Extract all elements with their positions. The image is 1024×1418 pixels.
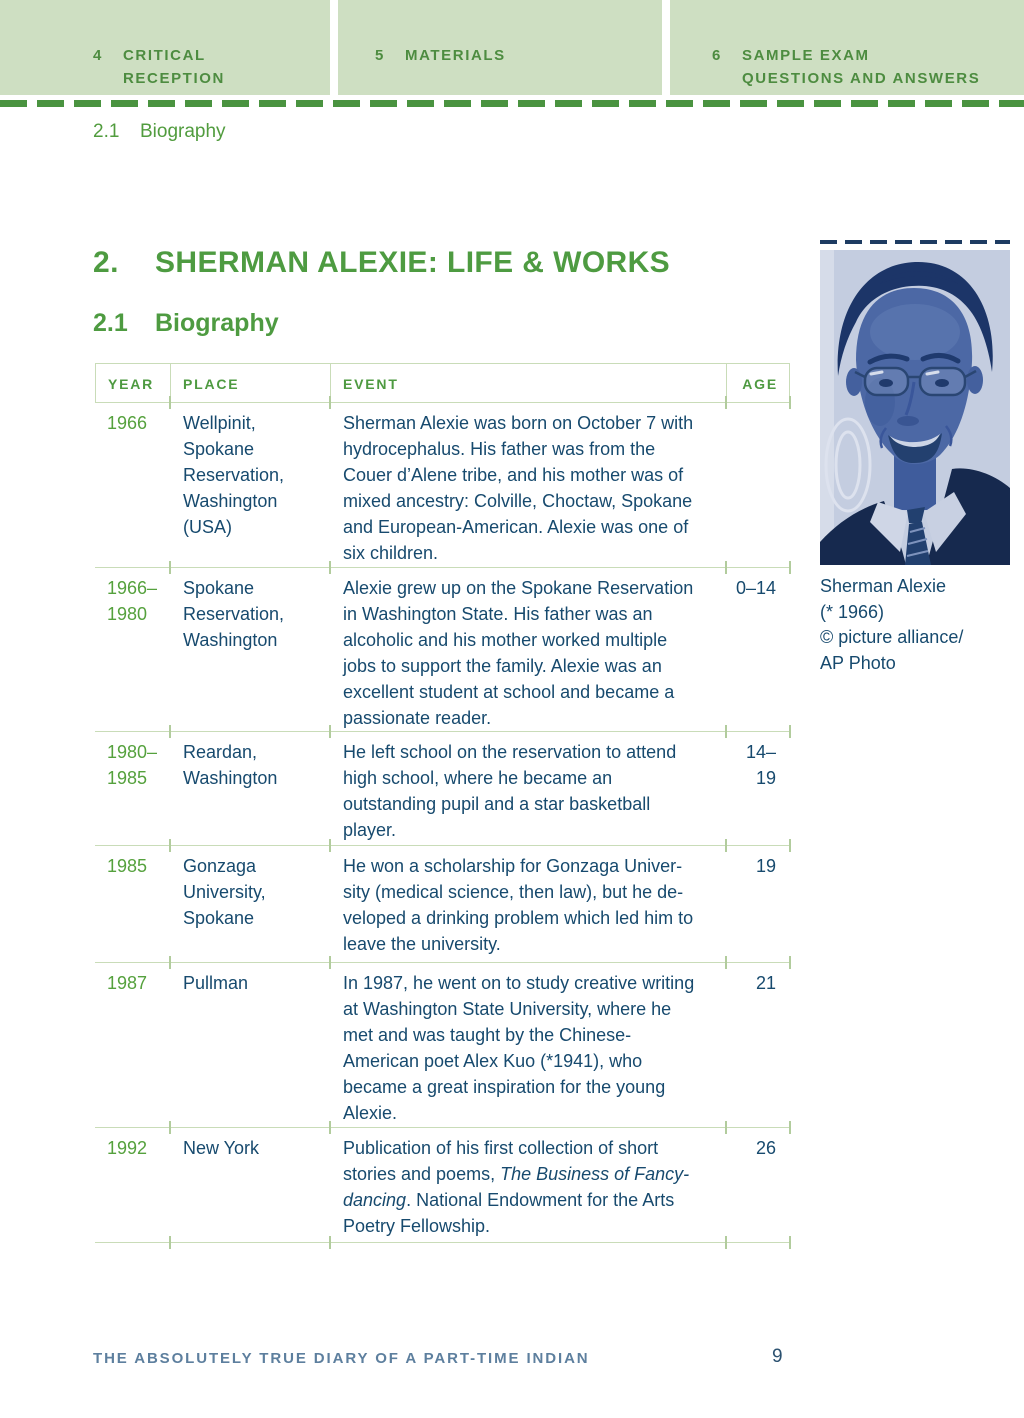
table-row (95, 963, 790, 1128)
subsection-label: Biography (155, 309, 279, 337)
row-age (726, 403, 790, 567)
event-text: Alexie grew up on the Spokane Reservation in Washington State. His father was an alcoholic and his mother worked multiple jobs to support the family. Alexie was an excellent student at school and became a passionate reader. (343, 578, 694, 728)
row-place: Gonzaga University, Spokane (170, 846, 330, 962)
book-title: THE ABSOLUTELY TRUE DIARY OF A PART-TIME INDIAN (93, 1350, 590, 1367)
row-place: Reardan, Washington (170, 732, 330, 845)
column-header-place: PLACE (170, 363, 330, 403)
table-row (95, 732, 790, 846)
row-event (330, 403, 726, 567)
breadcrumb-label: Biography (140, 121, 226, 142)
event-text-italic: The Business of Fancydancing (343, 1164, 690, 1210)
row-age: 21 (726, 963, 790, 1127)
tab-label-line1: CRITICAL (123, 47, 206, 64)
table-end-ticks (95, 1243, 790, 1255)
table-row (95, 846, 790, 963)
tab-label-line1: SAMPLE EXAM (742, 47, 870, 64)
page-number: 9 (772, 1346, 783, 1367)
tab-sample-exam (670, 0, 1024, 95)
row-event (330, 732, 726, 845)
event-text: Sherman Alexie was born on October 7 with hydrocephalus. His father was from the Couer d’Alene tribe, and his mother was of mixed ancestry: Colville, Choctaw, Spokane and European-American. Alexie was one of six children. (343, 413, 694, 563)
table-row (95, 568, 790, 732)
row-age: 19 (726, 846, 790, 962)
row-event (330, 568, 726, 731)
row-event (330, 846, 726, 962)
breadcrumb-number: 2.1 (93, 121, 120, 142)
row-year: 1985 (107, 856, 148, 876)
event-text: Publication of his first collection of short stories and poems, (343, 1138, 659, 1184)
biography-table (95, 363, 790, 1255)
breadcrumb (93, 121, 226, 143)
photo-caption (820, 574, 1010, 676)
subsection-title (93, 309, 279, 338)
sherman-alexie-photo (820, 250, 1010, 565)
page-title (93, 246, 670, 280)
tab-label (123, 44, 225, 90)
tab-label-line2: QUESTIONS AND ANSWERS (742, 70, 981, 87)
photo-block (820, 240, 1010, 676)
caption-line: © picture alliance/ (820, 627, 964, 647)
row-event (330, 963, 726, 1127)
row-place: New York (170, 1128, 330, 1242)
column-header-age: AGE (726, 363, 790, 403)
row-age: 0–14 (726, 568, 790, 731)
event-text: He left school on the reservation to attend high school, where he became an outstanding pupil and a star basketball player. (343, 742, 677, 840)
table-row (95, 403, 790, 568)
table-end-cell (726, 1243, 790, 1255)
subsection-number: 2.1 (93, 309, 128, 337)
row-place: Wellpinit, Spokane Reservation, Washington (USA) (170, 403, 330, 567)
column-header-year: YEAR (95, 363, 170, 403)
row-age: 14–19 (726, 732, 790, 845)
dashed-divider-navy (820, 240, 1010, 244)
row-year: 1966 (107, 413, 148, 433)
row-year: 1987 (107, 973, 148, 993)
section-number: 2. (93, 246, 119, 279)
caption-line: Sherman Alexie (820, 576, 947, 596)
table-header (95, 363, 790, 403)
event-text: . National Endowment for the Arts Poetry Fellowship. (343, 1190, 675, 1236)
section-title: SHERMAN ALEXIE: LIFE & WORKS (155, 246, 671, 279)
row-place: Pullman (170, 963, 330, 1127)
table-end-cell (95, 1243, 170, 1255)
table-end-cell (330, 1243, 726, 1255)
tab-number: 4 (93, 47, 103, 64)
tab-label-line2: RECEPTION (123, 70, 225, 87)
dashed-divider-green (0, 100, 1024, 107)
table-end-cell (170, 1243, 330, 1255)
event-text: In 1987, he went on to study creative writing at Washington State University, where he met and was taught by the Chinese-American poet Alex Kuo (*1941), who became a great inspiration for the young Alexie. (343, 973, 695, 1123)
tab-label (405, 44, 506, 67)
tab-materials (338, 0, 662, 95)
tab-number: 5 (375, 47, 385, 64)
row-age: 26 (726, 1128, 790, 1242)
biography-table-rows (95, 403, 790, 1243)
column-header-event: EVENT (330, 363, 726, 403)
tab-critical-reception (0, 0, 330, 95)
tab-number: 6 (712, 47, 722, 64)
row-year: 1980–1985 (107, 742, 158, 788)
row-year: 1966–1980 (107, 578, 158, 624)
row-year: 1992 (107, 1138, 148, 1158)
caption-line: (* 1966) (820, 601, 885, 622)
row-event (330, 1128, 726, 1242)
event-text: He won a scholarship for Gonzaga University (medical science, then law), but he developed a drinking problem which led him to leave the university. (343, 856, 694, 954)
tab-label (742, 44, 980, 90)
table-row (95, 1128, 790, 1243)
tab-label-line1: MATERIALS (405, 47, 506, 64)
row-place: Spokane Reservation, Washington (170, 568, 330, 731)
caption-line: AP Photo (820, 652, 896, 673)
